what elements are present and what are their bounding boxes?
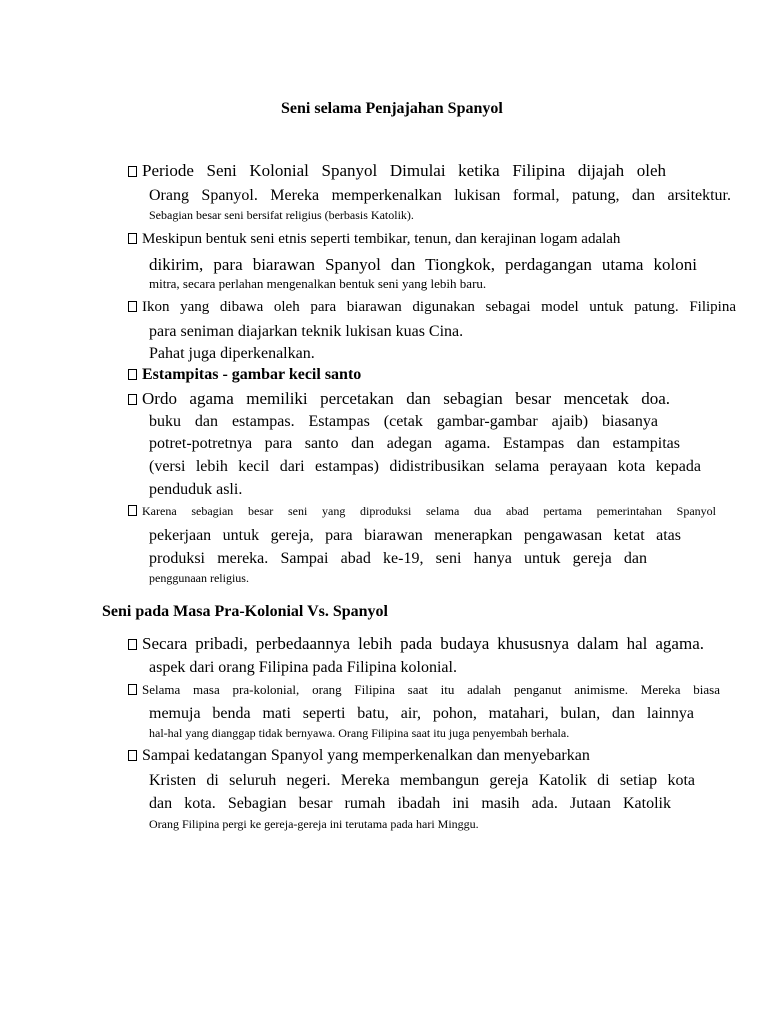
- section2-title: Seni pada Masa Pra-Kolonial Vs. Spanyol: [102, 603, 388, 620]
- paragraph-line: penduduk asli.: [149, 481, 243, 498]
- paragraph-line: buku dan estampas. Estampas (cetak gambar-gambar ajaib) biasanya: [149, 413, 658, 430]
- checkbox-bullet-icon: [128, 301, 137, 312]
- paragraph-line: Pahat juga diperkenalkan.: [149, 345, 315, 362]
- paragraph-line: Kristen di seluruh negeri. Mereka membangun gereja Katolik di setiap kota: [149, 772, 695, 789]
- section1-title: Seni selama Penjajahan Spanyol: [281, 100, 503, 117]
- paragraph-line: Karena sebagian besar seni yang diproduksi selama dua abad pertama pemerintahan Spanyol: [128, 505, 716, 517]
- checkbox-bullet-icon: [128, 233, 137, 244]
- paragraph-line: para seniman diajarkan teknik lukisan kuas Cina.: [149, 323, 464, 340]
- checkbox-bullet-icon: [128, 639, 137, 650]
- paragraph-line: pekerjaan untuk gereja, para biarawan menerapkan pengawasan ketat atas: [149, 527, 681, 544]
- paragraph-line: memuja benda mati seperti batu, air, pohon, matahari, bulan, dan lainnya: [149, 705, 694, 722]
- paragraph-line: Secara pribadi, perbedaannya lebih pada budaya khususnya dalam hal agama.: [128, 635, 704, 652]
- paragraph-line: Periode Seni Kolonial Spanyol Dimulai ketika Filipina dijajah oleh: [128, 162, 666, 179]
- paragraph-line: Orang Spanyol. Mereka memperkenalkan lukisan formal, patung, dan arsitektur.: [149, 187, 731, 204]
- paragraph-line: mitra, secara perlahan mengenalkan bentuk seni yang lebih baru.: [149, 276, 487, 291]
- paragraph-line: produksi mereka. Sampai abad ke-19, seni hanya untuk gereja dan: [149, 550, 647, 567]
- paragraph-line: (versi lebih kecil dari estampas) didistribusikan selama perayaan kota kepada: [149, 458, 701, 475]
- checkbox-bullet-icon: [128, 750, 137, 761]
- paragraph-line: Ordo agama memiliki percetakan dan sebagian besar mencetak doa.: [128, 390, 670, 407]
- paragraph-line: Selama masa pra-kolonial, orang Filipina saat itu adalah penganut animisme. Mereka biasa: [128, 683, 720, 696]
- checkbox-bullet-icon: [128, 394, 137, 405]
- paragraph-line: Ikon yang dibawa oleh para biarawan digunakan sebagai model untuk patung. Filipina: [128, 300, 736, 315]
- checkbox-bullet-icon: [128, 166, 137, 177]
- paragraph-line: Sampai kedatangan Spanyol yang memperkenalkan dan menyebarkan: [128, 748, 590, 764]
- paragraph-line: penggunaan religius.: [149, 571, 249, 585]
- paragraph-line: Meskipun bentuk seni etnis seperti tembikar, tenun, dan kerajinan logam adalah: [128, 232, 620, 247]
- paragraph-line: dan kota. Sebagian besar rumah ibadah ini masih ada. Jutaan Katolik: [149, 795, 671, 812]
- paragraph-line: Sebagian besar seni bersifat religius (berbasis Katolik).: [149, 208, 414, 222]
- paragraph-line: Orang Filipina pergi ke gereja-gereja ini terutama pada hari Minggu.: [149, 817, 479, 831]
- paragraph-line: dikirim, para biarawan Spanyol dan Tiongkok, perdagangan utama koloni: [149, 255, 697, 274]
- checkbox-bullet-icon: [128, 505, 137, 516]
- paragraph-line: hal-hal yang dianggap tidak bernyawa. Orang Filipina saat itu juga penyembah berhala.: [149, 726, 570, 740]
- paragraph-line: potret-potretnya para santo dan adegan agama. Estampas dan estampitas: [149, 435, 680, 452]
- subheading-estampitas: Estampitas - gambar kecil santo: [128, 367, 361, 383]
- checkbox-bullet-icon: [128, 369, 137, 380]
- paragraph-line: aspek dari orang Filipina pada Filipina kolonial.: [149, 659, 457, 676]
- checkbox-bullet-icon: [128, 684, 137, 695]
